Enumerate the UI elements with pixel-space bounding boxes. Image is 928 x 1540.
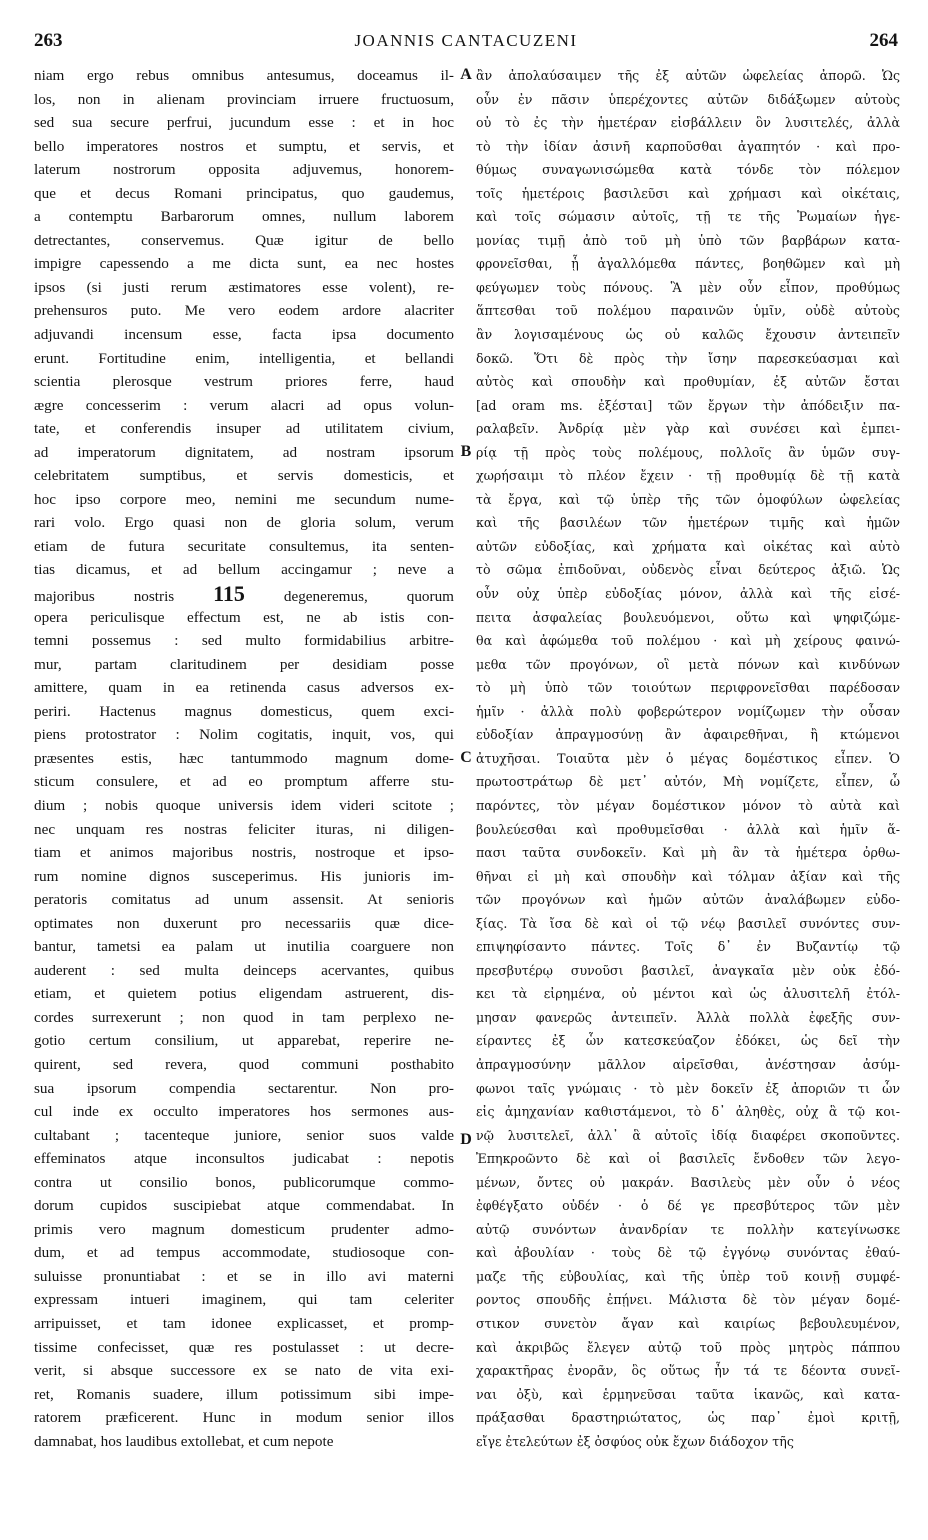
latin-text-line: dorum cupidos suscipiebat atque commendabat. In — [34, 1197, 454, 1215]
latin-text-line: cul inde ex occulto imperatores hos sermones aus- — [34, 1103, 454, 1121]
latin-text-line: niam ergo rebus omnibus antesumus, doceamus il- — [34, 67, 454, 84]
latin-text-line: auderent : sed multa deinceps acervantes, quibus — [34, 961, 454, 979]
latin-text-line: hoc ipso corpore meo, nemini me secundum nume- — [34, 490, 454, 508]
greek-text-line: καὶ ἀκριβῶς ἔλεγεν αὐτῷ τοῦ πρὸς μητρὸς πάππου — [476, 1339, 900, 1355]
latin-text-line: præsentes estis, hæc tantummodo magnum dome- — [34, 749, 454, 767]
latin-text-line: detrectantes, conservemus. Quæ igitur de bello — [34, 231, 454, 249]
margin-marker-b: B — [460, 443, 472, 460]
greek-text-line: χαρακτῆρας ἐνορᾶν, ὃς οὕτως ἦν τά τε δέοντα συνεῖ- — [476, 1363, 900, 1379]
greek-text-line: πασι ταῦτα συνδοκεῖν. Καὶ μὴ ἂν τὰ ἡμέτερα ὀρθω- — [476, 845, 900, 861]
greek-text-line: τὸ σῶμα ἐπιδοῦναι, οὐδενὸς εἶναι δεύτερος ἀξιῶ. Ὡς — [476, 562, 900, 578]
greek-text-line: ξίας. Τὰ ἴσα δὲ καὶ οἱ τῷ νέῳ βασιλεῖ συνόντες συν- — [476, 915, 900, 931]
greek-text-line: ἂν λογισαμένους ὡς οὐ καλῶς ἔχουσιν ἀντειπεῖν — [476, 327, 900, 343]
page-header — [34, 30, 898, 56]
greek-text-line: στικον συνετὸν ἄγαν καὶ καιρίως βεβουλευμένον, — [476, 1315, 900, 1331]
greek-text-line: [ad oram ms. ἐξέσται] τῶν ἔργων τὴν ἀπόδειξιν πα- — [476, 397, 900, 413]
greek-text-line: τὰ ἔργα, καὶ τῷ ὑπὲρ τῆς τῶν ὁμοφύλων ὠφελείας — [476, 491, 900, 507]
greek-text-line: τὸ μὴ ὑπὸ τῶν τοιούτων περιφρονεῖσθαι παρέδοσαν — [476, 680, 900, 696]
greek-text-line: μαζε τῆς εὐβουλίας, καὶ τῆς ὑπὲρ τοῦ κοινῇ συμφέ- — [476, 1268, 900, 1284]
latin-text-line: suluisse pronuntiabat : et se in illo avi materni — [34, 1267, 454, 1285]
latin-text-line: contra ut consilio bonos, publicorumque commo- — [34, 1173, 454, 1191]
greek-text-line: εἴγε ἐτελεύτων ἐξ ὀσφύος οὐκ ἔχων διάδοχον τῆς — [476, 1433, 794, 1449]
latin-text-line: etiam, et quietem potius eligendam astruerent, dis- — [34, 985, 454, 1003]
latin-text-line: a contemptu Barbarorum omnes, nullum laborem — [34, 208, 454, 226]
greek-text-line: εὐδοξίαν ἀπραγμοσύνῃ ἂν ἀφαιρεθῆναι, ἢ κτώμενοι — [476, 727, 900, 743]
latin-text-line: tiam et animos majoribus nostris, nostroque et ipso- — [34, 844, 454, 862]
latin-text-line: ad imperatorum dignitatem, ad nostram ipsorum — [34, 443, 454, 461]
greek-text-line: παρόντες, τὸν μέγαν δομέστικον μόνον τὸ αὐτὰ καὶ — [476, 797, 900, 813]
latin-text-line: cultabant ; tacenteque juniore, senior suos valde — [34, 1126, 454, 1144]
latin-text-line: dum, et ad tempus accommodate, studiosoque con- — [34, 1244, 454, 1262]
latin-text-line: quirent, sed revera, quod communi posthabito — [34, 1055, 454, 1073]
greek-text-line: πράξασθαι δραστηριώτατος, ὡς παρ᾽ ἐμοὶ κριτῇ, — [476, 1410, 900, 1426]
latin-text-line: que et decus Romani principatus, quo gaudemus, — [34, 184, 454, 202]
latin-text-line: sticum consulere, et ad eo promptum afferre stu- — [34, 773, 454, 791]
greek-text-line: ραλαβεῖν. Ἀνδρίᾳ μὲν γὰρ καὶ συνέσει καὶ ἐμπει- — [476, 421, 900, 437]
latin-text-line: majoribus nostris 115 degeneremus, quorum — [34, 582, 454, 606]
latin-text-line: rum nomine dignos susceperimus. His junioris im- — [34, 867, 454, 885]
margin-marker-c: C — [460, 749, 472, 766]
greek-text-line: ἀπραγμοσύνην μᾶλλον αἱρεῖσθαι, ἀνέστησαν ἀσύμ- — [476, 1056, 900, 1072]
latin-text-line: ipsos (si justi rerum æstimatores esse volent), re- — [34, 278, 454, 296]
greek-text-line: κει τὰ εἰρημένα, οὐ μέντοι καὶ ὡς ἀλυσιτελῆ ἐτόλ- — [476, 986, 900, 1002]
page-number-right: 264 — [869, 30, 898, 51]
greek-text-line: χωρήσαιμι τὸ πλέον ἔχειν · τῇ προθυμίᾳ δὲ τῇ κατὰ — [476, 468, 900, 484]
latin-text-line: gotio certum consilium, ut apparebat, reperire ne- — [34, 1032, 454, 1050]
latin-text-line: ratorem præficerent. Hunc in modum senior illos — [34, 1409, 454, 1427]
latin-text-line: sua ipsorum compendia sectarentur. Non pro- — [34, 1079, 454, 1097]
latin-text-line: mur, partam claritudinem per desidiam posse — [34, 655, 454, 673]
latin-text-line: celebritatem sumptibus, et servis domesticis, et — [34, 467, 454, 485]
latin-text-line: piens protostrator : Nolim cogitatis, inquit, vos, qui — [34, 726, 454, 744]
greek-text-line: τοῖς ἡμετέροις βασιλεῦσι καὶ χρήμασι καὶ οἰκέταις, — [476, 185, 900, 201]
greek-text-line: ναι ὀξὺ, καὶ ἑρμηνεῦσαι ταῦτα ἱκανῶς, καὶ κατα- — [476, 1386, 900, 1402]
latin-text-line: cordes surrexerunt ; non quod in tam perplexo ne- — [34, 1008, 454, 1026]
greek-text-line: μονίας τιμῇ ἀπὸ τοῦ μὴ ὑπὸ τῶν βαρβάρων κατα- — [476, 232, 900, 248]
greek-text-line: δοκῶ. Ὅτι δὲ πρὸς τὴν ἴσην παρεσκεύασμαι καὶ — [476, 350, 900, 366]
greek-text-line: ροντος σπουδῆς ἐπῄνει. Μάλιστα δὲ τὸν μέγαν δομέ- — [476, 1292, 900, 1308]
greek-text-line: φρονεῖσθαι, ᾗ ἀγαλλόμεθα πάντες, βοηθῶμεν καὶ μὴ — [476, 256, 900, 272]
running-title: JOANNIS CANTACUZENI — [354, 31, 578, 50]
latin-text-line: arripuisset, et tam idonee explicasset, et promp- — [34, 1314, 454, 1332]
latin-text-line: optimates non duxerunt pro necessariis quæ dice- — [34, 914, 454, 932]
greek-text-line: τὸ τὴν ἰδίαν ἀσινῆ καρποῦσθαι ἀγαπητόν · καὶ προ- — [476, 138, 900, 154]
greek-text-line: τῶν προγόνων καὶ ἡμῶν αὐτῶν ἀναλάβωμεν εὐδο- — [476, 892, 900, 908]
latin-text-line: rari volo. Ergo quasi non de gloria solum, verum — [34, 514, 454, 532]
greek-text-line: μεθα τῶν προγόνων, οἳ μετὰ πόνων καὶ κινδύνων — [476, 656, 900, 672]
latin-text-line: bantur, tametsi ea palam ut inutilia coarguere non — [34, 938, 454, 956]
greek-text-line: θα καὶ ἀφώμεθα τοῦ πολέμου · καὶ μὴ χείρους φαινώ- — [476, 633, 900, 649]
margin-marker-a: A — [460, 66, 472, 83]
margin-marker-d: D — [460, 1131, 472, 1148]
greek-text-line: θύμως συναγωνισώμεθα κατὰ τόνδε τὸν πόλεμον — [476, 162, 900, 178]
greek-text-line: πρωτοστράτωρ δὲ μετ᾽ αὐτόν, Μὴ νομίζετε, εἶπεν, ὦ — [476, 774, 900, 790]
latin-text-line: dium ; nobis quoque universis idem videri scitote ; — [34, 796, 454, 814]
greek-text-line: βουλεύεσθαι καὶ προθυμεῖσθαι · ἀλλὰ καὶ ἡμῖν ἅ- — [476, 821, 900, 837]
greek-text-line: ἅπτεσθαι τοῦ πολέμου παραινῶν ὑμῖν, οὐδὲ αὐτοὺς — [476, 303, 900, 319]
latin-text-line: tias dicamus, et ad bellum accingamur ; neve a — [34, 561, 454, 579]
greek-text-line: επιψηφίσαντο πάντες. Τοῖς δ᾽ ἐν Βυζαντίῳ τῷ — [476, 939, 900, 955]
latin-text-line: impigre capessendo a me dicta sunt, ea nec hostes — [34, 255, 454, 273]
latin-text-line: peratoris comitatus ad unum assensit. At senioris — [34, 891, 454, 909]
latin-text-line: erunt. Fortitudine enim, intelligentia, et bellandi — [34, 349, 454, 367]
greek-text-line: αὐτὸς καὶ σπουδὴν καὶ προθυμίαν, ἐξ αὐτῶν ἔσται — [476, 374, 900, 390]
greek-text-line: μένων, ὄντες οὐ μακράν. Βασιλεὺς μὲν οὖν ὁ νέος — [476, 1174, 900, 1190]
latin-text-line: laterum nostrorum opposita adjuvemus, honorem- — [34, 161, 454, 179]
greek-text-line: Ἐπηκροῶντο δὲ καὶ οἱ βασιλεῖς ἔνδοθεν τῶν λεγο- — [476, 1151, 900, 1167]
greek-text-line: οὖν οὐχ ὑπὲρ εὐδοξίας μόνον, ἀλλὰ καὶ τῆς εἰσέ- — [476, 586, 900, 602]
greek-text-line: ἂν ἀπολαύσαιμεν τῆς ἐξ αὐτῶν ὠφελείας ἀπορῶ. Ὡς — [476, 68, 900, 83]
latin-text-line: adjuvandi incensum esse, facta ipsa documento — [34, 326, 454, 344]
greek-text-line: αὐτῷ συνόντων ἀνανδρίαν τε πολλὴν κατεγίνωσκε — [476, 1221, 900, 1237]
greek-text-line: εἰς ἀμηχανίαν καθιστάμενοι, τὸ δ᾽ ἀληθὲς, οὐχ ἃ τῷ κοι- — [476, 1104, 900, 1120]
greek-text-line: φωνοι ταῖς γνώμαις · τὸ μὲν δοκεῖν ἐξ ἀποριῶν τι ὧν — [476, 1080, 900, 1096]
greek-text-line: καὶ τῆς βασιλέων τῶν ἡμετέρων τιμῆς καὶ ἡμῶν — [476, 515, 900, 531]
greek-text-line: πειτα ἀσφαλείας βουλευόμενοι, οὕτω καὶ ψηφιζώμε- — [476, 609, 900, 625]
latin-text-line: primis vero magnum domesticum prudenter admo- — [34, 1220, 454, 1238]
latin-text-line: expressam intueri imaginem, qui tam celeriter — [34, 1291, 454, 1309]
greek-text-line: οὐ τὸ ἐς τὴν ἡμετέραν εἰσβάλλειν ὃν λυσιτελές, ἀλλὰ — [476, 115, 900, 131]
greek-text-line: θῆναι εἰ μὴ καὶ σπουδὴν καὶ τόλμαν ἀξίαν καὶ τῆς — [476, 868, 900, 884]
latin-text-line: verit, si absque successore ex se nato de vita exi- — [34, 1362, 454, 1380]
latin-text-line: bello imperatores nostros et sumptu, et servis, et — [34, 137, 454, 155]
greek-text-line: ἀτυχῆσαι. Τοιαῦτα μὲν ὁ μέγας δομέστικος εἶπεν. Ὁ — [476, 750, 900, 766]
latin-text-line: amittere, quam in ea retinenda casus adversos ex- — [34, 679, 454, 697]
greek-text-line: ἐφθέγξατο οὐδέν · ὁ δέ γε πρεσβύτερος τῶν μὲν — [476, 1198, 900, 1214]
latin-text-line: opera periculisque effectum est, ne ab istis con- — [34, 608, 454, 626]
latin-text-line: ægre concesserim : verum alacri ad opus volun- — [34, 396, 454, 414]
latin-text-line: effeminatos atque inconsultos judicabat : nepotis — [34, 1150, 454, 1168]
greek-text-line: μησαν φανερῶς ἀντειπεῖν. Ἀλλὰ πολλὰ ἐφεξῆς συν- — [476, 1009, 900, 1025]
greek-text-line: είραντες ἐξ ὧν κατεσκεύαζον ἐδόκει, ὡς δεῖ τὴν — [476, 1033, 900, 1049]
latin-text-line: nec unquam res nostras feliciter ituras, ni diligen- — [34, 820, 454, 838]
greek-text-line: νῷ λυσιτελεῖ, ἀλλ᾽ ἃ αὐτοῖς ἰδίᾳ διαφέρει σκοποῦντες. — [476, 1127, 900, 1143]
latin-column — [34, 64, 454, 1453]
greek-text-line: πρεσβυτέρῳ συνοῦσι βασιλεῖ, ἀναγκαῖα μὲν οὐκ ἐδό- — [476, 962, 900, 978]
greek-column — [476, 64, 900, 1453]
latin-text-line: temni possemus : sed multo formidabilius arbitre- — [34, 632, 454, 650]
latin-text-line: scientia plerosque vestrum priores ferre, haud — [34, 373, 454, 391]
latin-text-line: etiam de futura securitate consultemus, ita senten- — [34, 537, 454, 555]
greek-text-line: αὐτῶν εὐδοξίας, καὶ χρήματα καὶ οἰκέτας καὶ αὐτὸ — [476, 538, 900, 554]
latin-text-line: damnabat, hos laudibus extollebat, et cum nepote — [34, 1432, 334, 1450]
latin-text-line: los, non in alienam provinciam irruere fructuosum, — [34, 90, 454, 108]
greek-text-line: καὶ ἀβουλίαν · τοὺς δὲ τῷ ἐγγόνῳ συνόντας ἐθαύ- — [476, 1245, 900, 1261]
page-number-left: 263 — [34, 30, 63, 51]
greek-text-line: ἡμῖν · ἀλλὰ πολὺ φοβερώτερον νομίζωμεν τὴν οὖσαν — [476, 703, 900, 719]
latin-text-line: tate, et conferendis insuper ad utilitatem civium, — [34, 420, 454, 438]
latin-text-line: tissime confecisset, quæ res postulasset : ut decre- — [34, 1338, 454, 1356]
latin-text-line: sed sua secure perfrui, jucundum esse : et in hoc — [34, 114, 454, 132]
greek-text-line: οὖν ἐν πᾶσιν ὑπερέχοντες αὐτῶν διδάξωμεν αὐτοὺς — [476, 91, 900, 107]
latin-text-line: periri. Hactenus magnus domesticus, quem exci- — [34, 702, 454, 720]
latin-text-line: prehensuros puto. Me vero eodem ardore alacriter — [34, 302, 454, 320]
greek-text-line: ρίᾳ τῇ πρὸς τοὺς πολέμους, πολλοῖς ἂν ὑμῶν συγ- — [476, 444, 900, 460]
greek-text-line: φεύγωμεν τοὺς πόνους. Ἃ μὲν οὖν εἶπον, προθύμως — [476, 279, 900, 295]
latin-text-line: ret, Romanis suadere, illum potissimum sibi impe- — [34, 1385, 454, 1403]
edition-page-marker: 115 — [213, 582, 245, 606]
greek-text-line: καὶ τοῖς σώμασιν αὐτοῖς, τῇ τε τῆς Ῥωμαίων ἡγε- — [476, 209, 900, 225]
